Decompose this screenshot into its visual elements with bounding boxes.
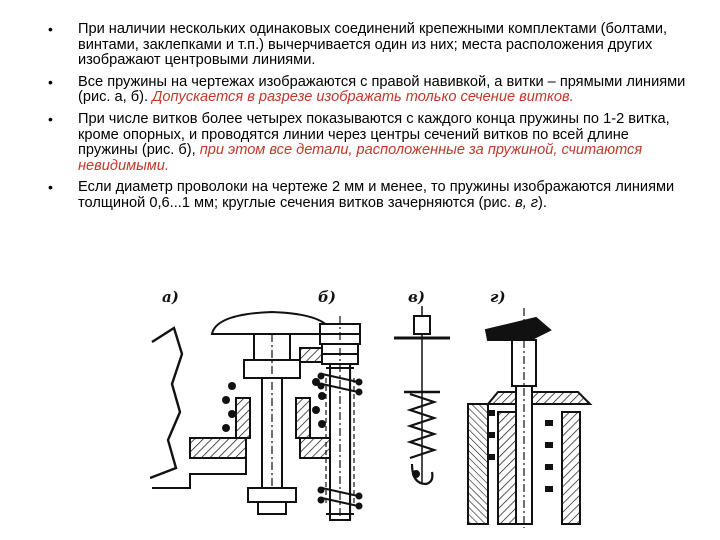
bullet-text-end: ).	[538, 194, 547, 211]
bullet-item-4	[48, 180, 688, 211]
figure-label-a: а)	[162, 288, 179, 306]
bullet-marker: •	[48, 179, 53, 196]
figure-label-b: б)	[318, 288, 336, 306]
figure-label-v: в)	[408, 288, 425, 306]
bullet-item-1	[48, 22, 688, 69]
bullet-highlight: Допускается в разрезе изображать только сечение витков.	[152, 89, 574, 106]
bullet-text: Все пружины на чертежах изображаются с правой навивкой, а витки – прямыми линиями (рис. а, б).	[78, 73, 686, 106]
figure-v-drawing	[394, 306, 450, 484]
bullet-marker: •	[48, 73, 53, 90]
bullet-text: При числе витков более четырех показываются с каждого конца пружины по 1-2 витка, кроме опорных, и проводятся линии через центры сечений витков по всей длине пружины (рис. б),	[78, 110, 670, 159]
bullet-item-3	[48, 112, 688, 174]
bullet-text: Если диаметр проволоки на чертеже 2 мм и менее, то пружины изображаются линиями толщиной 0,6...1 мм; круглые сечения витков зачерняются (рис.	[78, 179, 675, 211]
bullet-marker: •	[48, 110, 53, 127]
figure-g-drawing	[468, 308, 590, 528]
bullet-text: При наличии нескольких одинаковых соединений крепежными комплектами (болтами, винтами, заклепками и т.п.) вычерчивается один из них; места расположения других изображают центровыми линиями.	[78, 21, 668, 69]
bullet-item-2	[48, 75, 688, 106]
bullet-marker: •	[48, 21, 53, 37]
figure-label-g: г)	[490, 288, 506, 306]
spring-drawings-figure	[150, 288, 600, 528]
spring-drawings-svg	[150, 288, 600, 528]
bullet-list	[48, 22, 688, 218]
bullet-italic: в, г	[515, 194, 539, 211]
bullet-highlight: при этом все детали, расположенные за пружиной, считаются невидимыми.	[78, 142, 643, 174]
